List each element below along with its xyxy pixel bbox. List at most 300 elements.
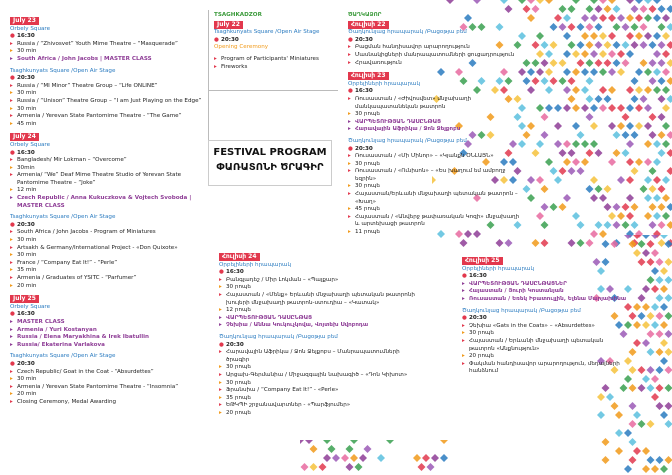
bullet-icon: ▸ (10, 113, 13, 120)
diamond-shape (323, 454, 331, 462)
time-row (219, 342, 419, 350)
bullet-icon: ▸ (10, 187, 13, 194)
diamond-shape (545, 68, 553, 76)
diamond-shape (665, 402, 672, 410)
schedule-block (462, 256, 627, 304)
diamond-shape (644, 104, 652, 112)
poster-title-en: FESTIVAL PROGRAM (213, 147, 327, 158)
diamond-shape (608, 0, 616, 4)
diamond-shape (427, 463, 435, 471)
diamond-shape (568, 23, 576, 31)
diamond-shape (647, 420, 655, 428)
time-label: 16:30 (226, 269, 244, 276)
diamond-shape (662, 50, 670, 58)
diamond-shape (665, 294, 672, 302)
diamond-shape (644, 0, 652, 4)
place-label: Tsaghkunyats Square /Open Air Stage (214, 29, 320, 36)
diamond-shape (615, 447, 623, 455)
diamond-shape (604, 5, 612, 13)
program-item-text: Ռուսաստան / «Մի Մինոր» – «Կյանքն ՕՆԼԱՅՆ» (355, 153, 494, 160)
diamond-shape (649, 203, 657, 211)
program-item-text: Հայաստան / «Անվերջ թափառական Կոզի» մնջախաղի և արտեխացի թատրոն (355, 213, 520, 228)
diamond-shape (332, 454, 340, 462)
diamond-shape (346, 445, 354, 453)
diamond-shape (644, 140, 652, 148)
diamond-shape (606, 393, 614, 401)
divider (208, 10, 209, 140)
clock-icon: ● (214, 36, 219, 43)
diamond-shape (629, 312, 637, 320)
program-item (462, 361, 627, 376)
diamond-shape (660, 267, 668, 275)
schedule-block (10, 128, 205, 210)
diamond-shape (608, 158, 616, 166)
diamond-shape (595, 221, 603, 229)
diamond-shape (667, 41, 672, 49)
program-item-text: ԵԹԿՊԻ շրջանավարտներ - «Պարֆյումեր» (226, 402, 351, 409)
diamond-shape (667, 203, 672, 211)
diamond-shape (413, 454, 421, 462)
diamond-shape (631, 41, 639, 49)
program-item-text: Russia / “Unison” Theatre Group – “I am Just Playing on the Edge” (17, 97, 202, 104)
diamond-shape (653, 50, 661, 58)
diamond-shape (615, 429, 623, 437)
diamond-shape (665, 258, 672, 266)
program-item-text: 12 րոպե (226, 307, 251, 314)
time-row (10, 222, 205, 230)
diamond-shape (550, 23, 558, 31)
diamond-shape (604, 95, 612, 103)
time-row (10, 311, 205, 319)
diamond-shape (595, 149, 603, 157)
diamond-shape (563, 86, 571, 94)
diamond-shape (541, 185, 549, 193)
diamond-shape (656, 330, 664, 338)
time-label: 16:30 (469, 273, 487, 280)
diamond-shape (644, 68, 652, 76)
poster-title-hy: ՓԱՌԱՏՈՆԻ ԾՐԱԳԻՐ (216, 162, 324, 173)
diamond-shape (527, 194, 535, 202)
diamond-shape (622, 59, 630, 67)
diamond-shape (613, 41, 621, 49)
program-item-text: Հայաստան/Երևանի մնջախաղի պետական թատրոն – «Խաղ» (355, 191, 518, 205)
program-item (10, 237, 205, 245)
program-item-text: Չեխիա / Աննա Կուկուչկովա, Վոյտեխ Սվոբոդա (226, 322, 369, 329)
bullet-icon: ▸ (219, 307, 222, 314)
diamond-shape (599, 32, 607, 40)
diamond-shape (608, 86, 616, 94)
schedule-block (219, 330, 419, 418)
program-item (219, 322, 419, 330)
diamond-pattern-bottom (300, 440, 450, 475)
diamond-shape (642, 235, 650, 239)
diamond-shape (633, 303, 641, 311)
bullet-icon: ▸ (10, 172, 13, 179)
diamond-shape (602, 384, 610, 392)
schedule-block (10, 290, 205, 349)
diamond-shape (658, 185, 666, 193)
diamond-shape (629, 366, 637, 374)
diamond-shape (586, 113, 594, 121)
diamond-shape (527, 86, 535, 94)
program-item-text: Չեխիա «Gats in the Coats» – «Absurdettes» (469, 322, 595, 329)
diamond-shape (631, 23, 639, 31)
diamond-shape (629, 456, 637, 464)
diamond-shape (604, 59, 612, 67)
diamond-shape (662, 122, 670, 130)
program-item-text: ՎԱՐՊԵՏՈՒԹՅԱՆ ԴԱՍԸՆԹԱՑ (226, 314, 313, 321)
diamond-shape (328, 445, 336, 453)
bullet-icon: ▸ (219, 371, 222, 378)
diamond-shape (658, 149, 666, 157)
bullet-icon: ▸ (348, 44, 351, 51)
diamond-shape (665, 312, 672, 320)
program-item-text: Russia / “Zhivosvet” Youth Mime Theatre – “Masquerade” (17, 40, 178, 47)
diamond-shape (532, 239, 540, 247)
diamond-shape (626, 158, 634, 166)
bullet-icon: ▸ (348, 95, 351, 102)
clock-icon: ● (10, 221, 15, 228)
bullet-icon: ▸ (219, 276, 222, 283)
program-item-text: Հայաստան / Յուրի Կոստանյան (469, 288, 564, 295)
bullet-icon: ▸ (10, 318, 13, 325)
diamond-shape (649, 131, 657, 139)
diamond-shape (550, 77, 558, 85)
diamond-shape (617, 68, 625, 76)
diamond-shape (545, 158, 553, 166)
program-item-text: ՎԱՐՊԵՏՈՒԹՅԱՆ ԴԱՍԸՆԹԱՑ (355, 118, 442, 125)
diamond-shape (608, 68, 616, 76)
program-item: Program of Participants' Miniatures (221, 55, 319, 62)
program-item (10, 245, 205, 253)
diamond-shape (541, 221, 549, 229)
diamond-shape (624, 375, 632, 383)
diamond-shape (323, 440, 331, 444)
diamond-shape (631, 5, 639, 13)
time-label: 20:30 (221, 36, 239, 43)
time-label: 20:30 (355, 145, 373, 152)
diamond-shape (617, 50, 625, 58)
diamond-shape (590, 122, 598, 130)
diamond-shape (640, 59, 648, 67)
diamond-shape (626, 140, 634, 148)
venue-label: Orbely Square (10, 141, 51, 148)
date-label: Հուլիսի 25 (462, 257, 503, 265)
diamond-shape (602, 240, 610, 248)
diamond-shape (554, 122, 562, 130)
diamond-shape (662, 68, 670, 76)
diamond-shape (617, 212, 625, 220)
diamond-shape (377, 454, 385, 462)
program-item-text: MASTER CLASS (17, 318, 65, 325)
diamond-shape (608, 122, 616, 130)
diamond-shape (577, 221, 585, 229)
program-item (462, 353, 627, 361)
bullet-icon: ▸ (348, 183, 351, 190)
diamond-shape (545, 0, 553, 4)
schedule-block (348, 67, 523, 134)
diamond-shape (638, 312, 646, 320)
program-item (348, 191, 523, 206)
diamond-shape (577, 23, 585, 31)
diamond-shape (658, 113, 666, 121)
diamond-shape (626, 212, 634, 220)
time-row (10, 150, 205, 158)
diamond-shape (541, 77, 549, 85)
clock-icon: ● (348, 145, 353, 152)
diamond-shape (617, 122, 625, 130)
bullet-icon: ▸ (10, 334, 13, 341)
clock-icon: ● (348, 88, 353, 95)
diamond-shape (647, 258, 655, 266)
time-row (10, 361, 205, 369)
time-label: 20:30 (17, 75, 35, 82)
diamond-shape (656, 258, 664, 266)
diamond-shape (563, 32, 571, 40)
diamond-shape (642, 321, 650, 329)
diamond-shape (590, 14, 598, 22)
diamond-shape (590, 140, 598, 148)
diamond-shape (649, 5, 657, 13)
diamond-shape (581, 158, 589, 166)
diamond-shape (662, 32, 670, 40)
date-label: July 23 (10, 17, 39, 25)
diamond-shape (665, 240, 672, 248)
bullet-icon: ▸ (348, 153, 351, 160)
program-item-text: 20 րոպե (226, 409, 251, 416)
bullet-icon: ▸ (10, 275, 13, 281)
diamond-shape (656, 384, 664, 392)
diamond-shape (631, 95, 639, 103)
program-item (348, 119, 523, 127)
diamond-shape (656, 276, 664, 284)
program-item (219, 349, 419, 364)
diamond-shape (602, 456, 610, 464)
clock-icon: ● (10, 311, 15, 318)
diamond-shape (622, 23, 630, 31)
clock-icon: ● (10, 75, 15, 82)
diamond-shape (662, 176, 670, 184)
bullet-icon: ▸ (219, 284, 222, 291)
diamond-shape (355, 463, 363, 471)
diamond-shape (536, 104, 544, 112)
diamond-shape (647, 330, 655, 338)
diamond-shape (563, 68, 571, 76)
date-label: July 22 (214, 21, 243, 29)
program-item (10, 165, 205, 173)
bullet-icon: ▸ (219, 394, 222, 401)
time-label: 16:30 (17, 149, 35, 156)
diamond-shape (626, 194, 634, 202)
program-item (10, 327, 205, 335)
diamond-shape (590, 194, 598, 202)
bullet-icon: ▸ (10, 376, 13, 383)
diamond-shape (658, 203, 666, 211)
diamond-shape (554, 104, 562, 112)
program-item (10, 56, 205, 64)
diamond-shape (662, 212, 670, 220)
program-item: Fireworks (221, 63, 248, 70)
diamond-shape (667, 59, 672, 67)
diamond-shape (599, 14, 607, 22)
diamond-shape (642, 447, 650, 455)
diamond-shape (554, 140, 562, 148)
bullet-icon: ▸ (462, 280, 465, 287)
bullet-icon: ▸ (10, 97, 13, 104)
diamond-shape (662, 104, 670, 112)
venue-label: Orbely Square (10, 303, 51, 310)
program-item-text: 30 րոպե (355, 160, 380, 167)
program-item-text: 30 րոպե (355, 111, 380, 118)
diamond-shape (440, 440, 448, 444)
diamond-shape (590, 176, 598, 184)
diamond-shape (518, 0, 526, 4)
diamond-shape (653, 14, 661, 22)
venue-label: Օրբելիների հրապարակ (348, 80, 421, 87)
city-label: ԾԱՂԿԱՁՈՐ (348, 12, 382, 18)
diamond-shape (629, 240, 637, 248)
program-item (348, 44, 523, 52)
diamond-shape (568, 5, 576, 13)
diamond-shape (586, 5, 594, 13)
bullet-icon: ▸ (10, 105, 13, 112)
schedule-block (10, 210, 205, 290)
program-item-text: Czech Republic / Anna Kukuczkova & Vojtech Svoboda | MASTER CLASS (17, 195, 192, 209)
venue-label: Tsaghkunyats Square /Open Air Stage (10, 214, 116, 221)
date-label: July 24 (10, 133, 39, 141)
diamond-shape (647, 384, 655, 392)
diamond-shape (541, 203, 549, 211)
diamond-shape (563, 140, 571, 148)
diamond-shape (418, 463, 426, 471)
program-item (219, 410, 419, 418)
clock-icon: ● (219, 341, 224, 348)
diamond-shape (300, 440, 304, 444)
program-item (10, 391, 205, 399)
diamond-shape (611, 240, 619, 248)
diamond-shape (599, 86, 607, 94)
diamond-shape (653, 158, 661, 166)
diamond-shape (615, 411, 623, 419)
time-row (10, 75, 205, 83)
program-item-text: 30 min (17, 237, 37, 244)
date-label: July 25 (10, 295, 39, 303)
bullet-icon: ▸ (10, 341, 13, 348)
venue-label: Ծաղկունյաց հրապարակ /Բացօթյա բեմ (462, 307, 581, 314)
bullet-icon: ▸ (462, 295, 465, 302)
diamond-shape (536, 140, 544, 148)
program-item-text: Արցախ-Գերմանիա / Միջազգային նախագիծ – «Դոն Կիխոտ» (226, 371, 408, 378)
diamond-shape (595, 185, 603, 193)
diamond-shape (626, 86, 634, 94)
diamond-shape (658, 77, 666, 85)
clock-icon: ● (462, 315, 467, 322)
diamond-shape (586, 77, 594, 85)
diamond-shape (635, 158, 643, 166)
program-item (10, 157, 205, 165)
diamond-shape (563, 14, 571, 22)
program-item-text: 20 min (17, 282, 37, 289)
diamond-shape (581, 68, 589, 76)
diamond-shape (658, 59, 666, 67)
program-item-text: Ռուսաստան / «Ժիվոսվետ» մնջախաղի մանկապատանեկան թատրոն (355, 95, 472, 110)
diamond-shape (608, 212, 616, 220)
diamond-shape (644, 86, 652, 94)
program-item (462, 323, 627, 331)
diamond-shape (631, 203, 639, 211)
diamond-shape (545, 86, 553, 94)
diamond-shape (622, 203, 630, 211)
diamond-shape (590, 32, 598, 40)
diamond-shape (638, 258, 646, 266)
diamond-shape (640, 23, 648, 31)
diamond-shape (662, 194, 670, 202)
venue-label: Ծաղկունյաց հրապարակ /Բացօթյա բեմ (348, 137, 467, 144)
diamond-shape (599, 104, 607, 112)
diamond-shape (653, 140, 661, 148)
diamond-shape (572, 50, 580, 58)
diamond-shape (586, 95, 594, 103)
diamond-shape (568, 149, 576, 157)
diamond-shape (651, 375, 659, 383)
diamond-shape (620, 384, 628, 392)
diamond-shape (590, 68, 598, 76)
diamond-shape (536, 176, 544, 184)
diamond-shape (581, 32, 589, 40)
diamond-shape (319, 463, 327, 471)
diamond-shape (536, 32, 544, 40)
program-item-text: 30 min (17, 48, 37, 55)
diamond-shape (656, 456, 664, 464)
bullet-icon: ▸ (10, 282, 13, 289)
program-item (10, 41, 205, 49)
diamond-shape (496, 239, 504, 247)
program-item-text: Russia/ Ekaterina Varlakova (17, 341, 105, 348)
program-item (219, 402, 419, 410)
bullet-icon: ▸ (10, 237, 13, 244)
program-item (348, 60, 523, 68)
program-item-text: South Africa / John Jacobs - Program of Miniatures (17, 229, 156, 236)
diamond-shape (572, 68, 580, 76)
program-item (462, 288, 627, 296)
diamond-shape (647, 240, 655, 248)
program-item (10, 384, 205, 392)
program-item (10, 113, 205, 121)
diamond-shape (568, 239, 576, 247)
bullet-icon: ▸ (462, 337, 465, 344)
diamond-shape (622, 41, 630, 49)
diamond-shape (626, 14, 634, 22)
diamond-shape (440, 454, 448, 462)
bullet-icon: ▸ (348, 160, 351, 167)
diamond-shape (572, 122, 580, 130)
diamond-shape (350, 454, 358, 462)
diamond-shape (554, 176, 562, 184)
bullet-icon: ▸ (348, 51, 351, 58)
time-row (348, 146, 523, 154)
program-item-text: 30 րոպե (355, 183, 380, 190)
diamond-shape (660, 235, 668, 239)
diamond-shape (638, 366, 646, 374)
diamond-shape (608, 32, 616, 40)
program-item (462, 338, 627, 353)
diamond-shape (559, 23, 567, 31)
diamond-shape (647, 276, 655, 284)
diamond-shape (613, 23, 621, 31)
schedule-block (348, 134, 523, 237)
clock-icon: ● (10, 360, 15, 367)
diamond-shape (658, 41, 666, 49)
